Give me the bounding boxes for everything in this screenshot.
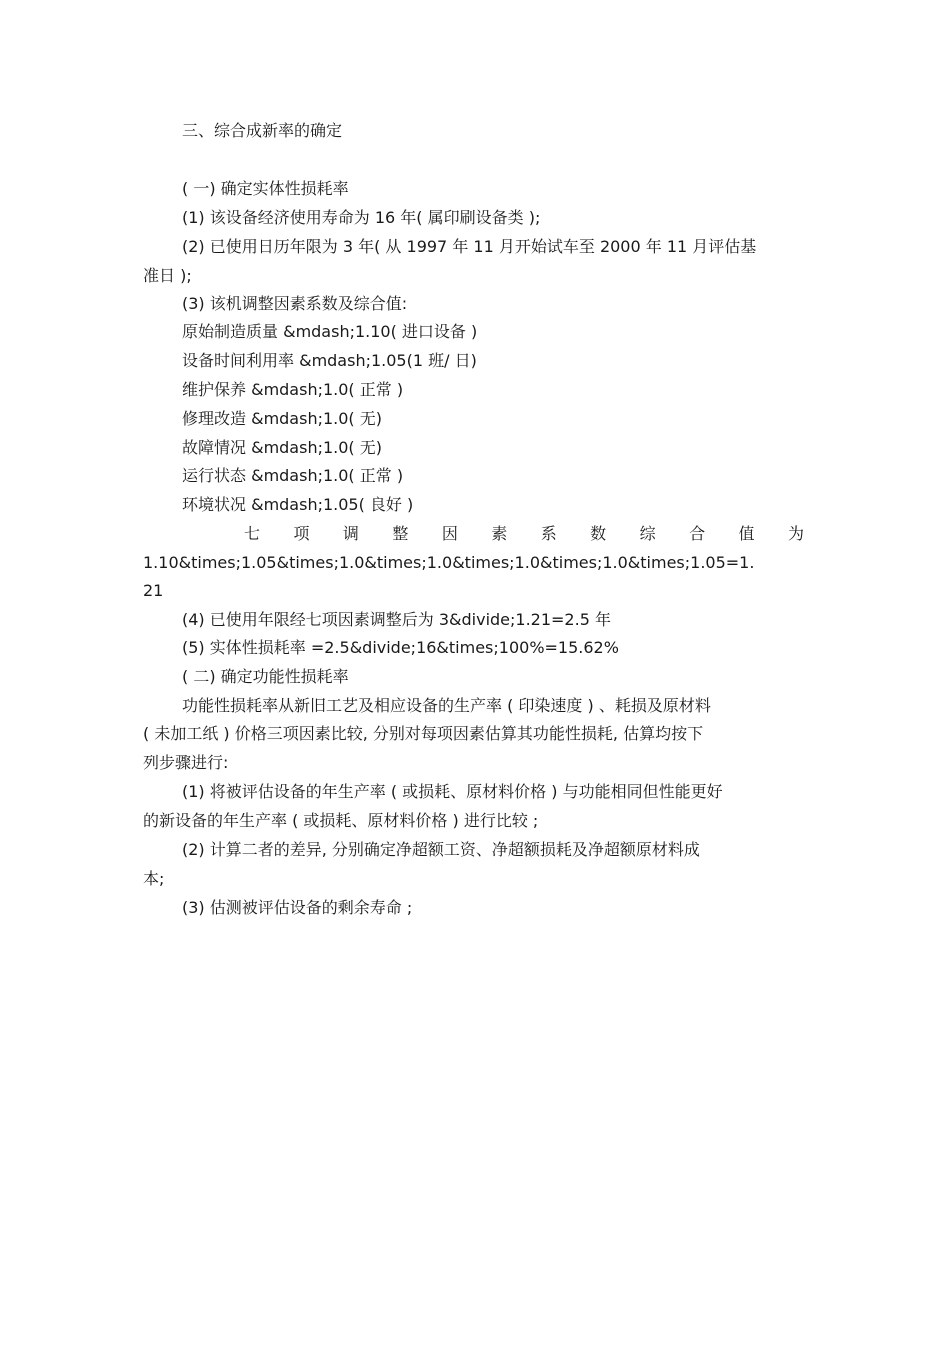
justified-char: 值 [738,524,755,543]
justified-char: 数 [590,524,607,543]
justified-char: 综 [639,524,656,543]
factor-line: 原始制造质量 &mdash;1.10( 进口设备 ) [182,322,478,341]
justified-char: 整 [392,524,409,543]
factor-line: 维护保养 &mdash;1.0( 正常 ) [182,380,404,399]
paragraph-line: (4) 已使用年限经七项因素调整后为 3&divide;1.21=2.5 年 [182,610,611,629]
justified-char: 为 [787,524,804,543]
paragraph-line: 功能性损耗率从新旧工艺及相应设备的生产率 ( 印染速度 ) 、耗损及原材料 [182,696,711,715]
factor-line: 修理改造 &mdash;1.0( 无) [182,409,382,428]
paragraph-line: 准日 ); [143,266,192,285]
paragraph-line: (5) 实体性损耗率 =2.5&divide;16&times;100%=15.62% [182,638,619,657]
justified-char: 调 [342,524,359,543]
justified-char: 项 [293,524,310,543]
justified-line [182,524,804,544]
paragraph-line: (2) 已使用日历年限为 3 年( 从 1997 年 11 月开始试车至 2000 年 11 月评估基 [182,237,757,256]
factor-line: 环境状况 &mdash;1.05( 良好 ) [182,495,414,514]
subsection-title-functional: ( 二) 确定功能性损耗率 [182,667,349,686]
paragraph-line: ( 未加工纸 ) 价格三项因素比较, 分别对每项因素估算其功能性损耗, 估算均按下 [143,724,704,743]
justified-char: 七 [244,524,261,543]
paragraph-line: 列步骤进行: [143,753,229,772]
factor-line: 设备时间利用率 &mdash;1.05(1 班/ 日) [182,351,477,370]
justified-char: 合 [689,524,706,543]
paragraph-line: 的新设备的年生产率 ( 或损耗、原材料价格 ) 进行比较 ; [143,811,539,830]
factor-line: 故障情况 &mdash;1.0( 无) [182,438,382,457]
formula-line: 21 [143,581,164,600]
subsection-title-physical: ( 一) 确定实体性损耗率 [182,179,349,198]
paragraph-line: 本; [143,869,165,888]
paragraph-line: (1) 该设备经济使用寿命为 16 年( 属印刷设备类 ); [182,208,541,227]
section-heading: 三、综合成新率的确定 [182,121,343,140]
factor-line: 运行状态 &mdash;1.0( 正常 ) [182,466,404,485]
justified-char: 系 [540,524,557,543]
paragraph-line: (2) 计算二者的差异, 分别确定净超额工资、净超额损耗及净超额原材料成 [182,840,700,859]
formula-line: 1.10&times;1.05&times;1.0&times;1.0&times;1.0&times;1.0&times;1.05=1. [143,553,755,572]
justified-char: 因 [441,524,458,543]
paragraph-line: (3) 估测被评估设备的剩余寿命 ; [182,898,413,917]
justified-char: 素 [491,524,508,543]
paragraph-line: (3) 该机调整因素系数及综合值: [182,294,408,313]
paragraph-line: (1) 将被评估设备的年生产率 ( 或损耗、原材料价格 ) 与功能相同但性能更好 [182,782,723,801]
